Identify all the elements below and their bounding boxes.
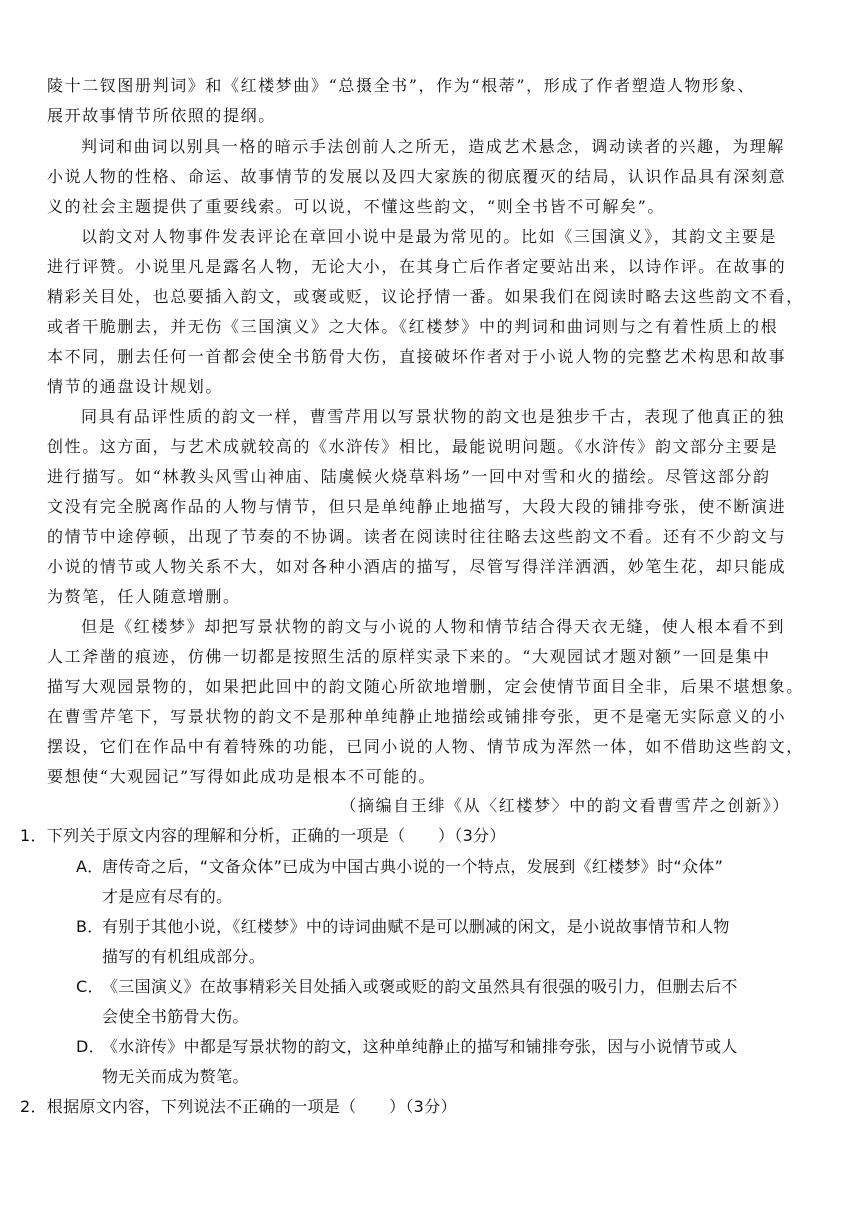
passage-line: 文没有完全脱离作品的人物与情节，但只是单纯静止地描写，大段大段的铺排夸张，使不断演进 xyxy=(47,497,787,516)
passage-line: 为赘笔，任人随意增删。 xyxy=(47,587,241,606)
passage-line: 创性。这方面，与艺术成就较高的《水浒传》相比，最能说明问题。《水浒传》韵文部分主要是 xyxy=(47,437,779,456)
passage-line: 或者干脆删去，并无伤《三国演义》之大体。《红楼梦》中的判词和曲词则与之有着性质上的根 xyxy=(47,317,779,336)
option-a xyxy=(76,857,723,877)
option-text-continued: 会使全书筋骨大伤。 xyxy=(102,1007,249,1026)
option-text: 《水浒传》中都是写景状物的韵文，这种单纯静止的描写和铺排夸张，因与小说情节或人 xyxy=(102,1037,738,1056)
question-stem: 2．根据原文内容，下列说法不正确的一项是（ ）（3分） xyxy=(20,1097,457,1116)
passage-line: 本不同，删去任何一首都会使全书筋骨大伤，直接破坏作者对于小说人物的完整艺术构思和故事 xyxy=(47,347,787,366)
option-text-continued: 描写的有机组成部分。 xyxy=(102,947,266,966)
option-text: 《三国演义》在故事精彩关目处插入或褒或贬的韵文虽然具有很强的吸引力，但删去后不 xyxy=(102,977,738,996)
option-text: 唐传奇之后，“文备众体”已成为中国古典小说的一个特点，发展到《红楼梦》时“众体” xyxy=(102,857,724,876)
passage-line: 小说人物的性格、命运、故事情节的发展以及四大家族的彻底覆灭的结局，认识作品具有深刻意 xyxy=(47,167,787,186)
passage-line: 精彩关目处，也总要插入韵文，或褒或贬，议论抒情一番。如果我们在阅读时略去这些韵文不看， xyxy=(47,287,804,306)
passage-line: 小说的情节或人物关系不大，如对各种小酒店的描写，尽管写得洋洋洒洒，妙笔生花，却只能成 xyxy=(47,557,787,576)
passage-line: 的情节中途停顿，出现了节奏的不协调。读者在阅读时往往略去这些韵文不看。还有不少韵文与 xyxy=(47,527,787,546)
option-letter: C． xyxy=(76,977,104,996)
passage-line: 判词和曲词以别具一格的暗示手法创前人之所无，造成艺术悬念，调动读者的兴趣，为理解 xyxy=(81,137,786,156)
option-d xyxy=(76,1037,738,1057)
option-b xyxy=(76,917,730,937)
option-text: 有别于其他小说，《红楼梦》中的诗词曲赋不是可以删减的闲文，是小说故事情节和人物 xyxy=(102,917,730,936)
option-text-continued: 物无关而成为赘笔。 xyxy=(102,1067,249,1086)
option-text-continued: 才是应有尽有的。 xyxy=(102,887,233,906)
passage-line: 描写大观园景物的，如果把此回中的韵文随心所欲地增删，定会使情节面目全非，后果不堪想象。 xyxy=(47,677,804,696)
passage-line: 以韵文对人物事件发表评论在章回小说中是最为常见的。比如《三国演义》，其韵文主要是 xyxy=(81,227,778,246)
passage-line: 陵十二钗图册判词》和《红楼梦曲》“总摄全书”，作为“根蒂”，形成了作者塑造人物形象、 xyxy=(47,76,755,95)
passage-line: 要想使“大观园记”写得如此成功是根本不可能的。 xyxy=(47,767,437,786)
question-stem: 1．下列关于原文内容的理解和分析，正确的一项是（ ）（3分） xyxy=(20,826,506,845)
passage-line: 义的社会主题提供了重要线索。可以说，不懂这些韵文，“则全书皆不可解矣”。 xyxy=(47,197,665,216)
passage-line: 展开故事情节所依照的提纲。 xyxy=(47,106,276,125)
passage-line: 同具有品评性质的韵文一样，曹雪芹用以写景状物的韵文也是独步千古，表现了他真正的独 xyxy=(81,407,786,426)
passage-line: 进行评赞。小说里凡是露名人物，无论大小，在其身亡后作者定要站出来，以诗作评。在故事的 xyxy=(47,257,787,276)
option-letter: B． xyxy=(76,917,104,936)
option-letter: D． xyxy=(76,1037,105,1056)
passage-line: 摆设，它们在作品中有着特殊的功能，已同小说的人物、情节成为浑然一体，如不借助这些韵文， xyxy=(47,737,804,756)
passage-line: 进行描写。如“林教头风雪山神庙、陆虞候火烧草料场”一回中对雪和火的描绘。尽管这部分韵 xyxy=(47,467,771,486)
source-attribution: （摘编自王绯《从〈红楼梦〉中的韵文看曹雪芹之创新》） xyxy=(340,796,790,815)
option-c xyxy=(76,977,738,997)
passage-line: 情节的通盘设计规划。 xyxy=(47,377,224,396)
passage-line: 但是《红楼梦》却把写景状物的韵文与小说的人物和情节结合得天衣无缝，使人根本看不到 xyxy=(81,617,786,636)
option-letter: A． xyxy=(76,857,104,876)
passage-line: 在曹雪芹笔下，写景状物的韵文不是那种单纯静止地描绘或铺排夸张，更不是毫无实际意义的小 xyxy=(47,707,787,726)
passage-line: 人工斧凿的痕迹，仿佛一切都是按照生活的原样实录下来的。“大观园试才题对额”一回是集中 xyxy=(47,647,771,666)
